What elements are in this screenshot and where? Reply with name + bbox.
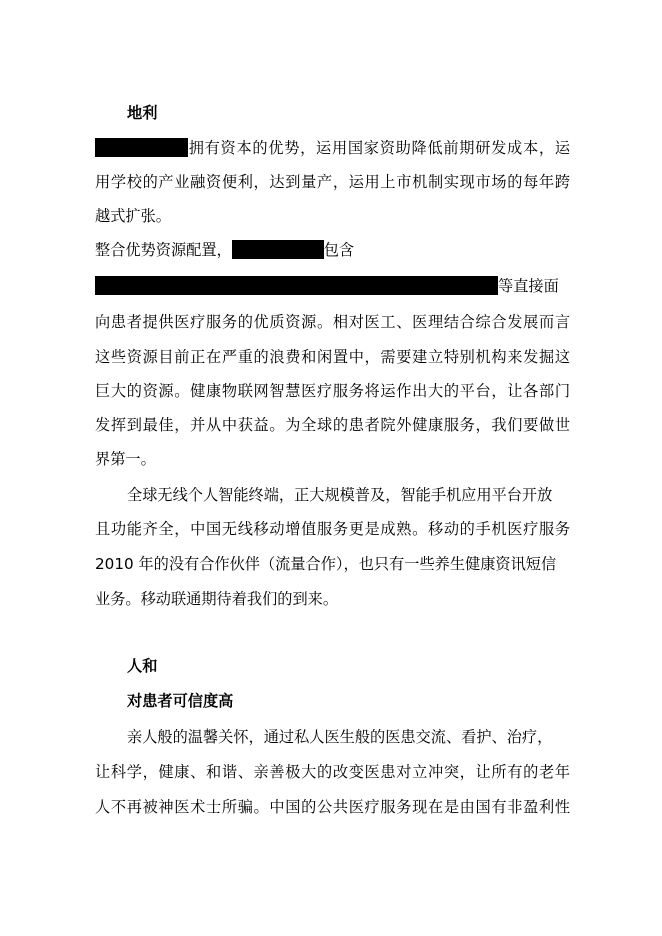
paragraph-line: 越式扩张。 [95,207,171,225]
redaction-block [95,138,188,157]
paragraph-line: 且功能齐全，中国无线移动增值服务更是成熟。移动的手机医疗服务 [95,520,570,538]
text-run: 整合优势资源配置， [95,241,232,259]
heading-renhe: 人和 [127,657,158,675]
paragraph-line: 业务。移动联通期待着我们的到来。 [95,590,338,608]
paragraph-line: 亲人般的温馨关怀，通过私人医生般的医患交流、看护、治疗， [127,728,553,746]
paragraph-line: 用学校的产业融资便利，达到量产，运用上市机制实现市场的每年跨 [95,173,570,191]
paragraph-line: 2010 年的没有合作伙伴（流量合作），也只有一些养生健康资讯短信 [95,555,557,573]
paragraph-line: 人不再被神医术士所骗。中国的公共医疗服务现在是由国有非盈利性 [95,798,570,816]
heading-diling: 地利 [127,104,158,122]
redaction-block [95,276,498,295]
paragraph-line: 向患者提供医疗服务的优质资源。相对医工、医理结合综合发展而言 [95,313,570,331]
paragraph-line: 巨大的资源。健康物联网智慧医疗服务将运作出大的平台，让各部门 [95,382,570,400]
text-run: 拥有资本的优势，运用国家资助降低前期研发成本，运 [188,139,570,157]
subheading-trust: 对患者可信度高 [127,692,234,710]
paragraph-line [95,274,570,298]
text-run: 等直接面 [498,277,559,295]
paragraph-line [95,238,570,262]
text-run: 包含 [323,241,355,259]
paragraph-line: 让科学，健康、和谐、亲善极大的改变医患对立冲突，让所有的老年 [95,763,570,781]
paragraph-line: 发挥到最佳，并从中获益。为全球的患者院外健康服务，我们要做世 [95,416,570,434]
paragraph-line: 全球无线个人智能终端，正大规模普及，智能手机应用平台开放 [127,486,553,504]
paragraph-line: 界第一。 [95,450,156,468]
redaction-block [232,240,324,259]
paragraph-line [95,136,570,160]
paragraph-line: 这些资源目前正在严重的浪费和闲置中，需要建立特别机构来发掘这 [95,348,570,366]
